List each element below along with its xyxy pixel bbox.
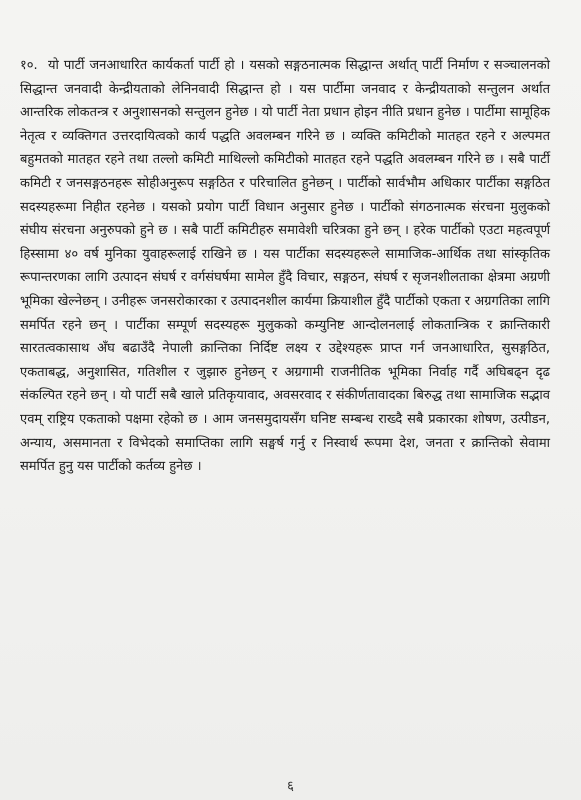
page-number: ६ <box>287 779 294 794</box>
paragraph-number: १०. <box>20 58 38 73</box>
paragraph-text: यो पार्टी जनआधारित कार्यकर्ता पार्टी हो । यसको सङ्गठनात्मक सिद्धान्त अर्थात् पार्टी निर्माण र सञ्चालनको सिद्धान्त जनवादी केन्द्रीयताको लेनिनवादी सिद्धान्त हो । यस पार्टीमा जनवाद र केन्द्रीयताको सन्तुलन अर्थात आन्तरिक लोकतन्त्र र अनुशासनको सन्तुलन हुनेछ । यो पार्टी नेता प्रधान होइन नीति प्रधान हुनेछ । पार्टीमा सामूहिक नेतृत्व र व्यक्तिगत उत्तरदायित्वको कार्य पद्धति अवलम्बन गरिने छ । व्यक्ति कमिटीको मातहत रहने र अल्पमत बहुमतको मातहत रहने तथा तल्लो कमिटी माथिल्लो कमिटीको मातहत रहने पद्धति अवलम्बन गरिने छ । सबै पार्टी कमिटी र जनसङ्गठनहरू सोहीअनुरूप सङ्गठित र परिचालित हुनेछन् । पार्टीको सार्वभौम अधिकार पार्टीका सङ्गठित सदस्यहरूमा निहीत रहनेछ । यसको प्रयोग पार्टी विधान अनुसार हुनेछ । पार्टीको संगठनात्मक संरचना मुलुकको संघीय संरचना अनुरुपको हुने छ । सबै पार्टी कमिटीहरु समावेशी चरित्रका हुने छन् । हरेक पार्टीको एउटा महत्वपूर्ण हिस्सामा ४० वर्ष मुनिका युवाहरूलाई राखिने छ । यस पार्टीका सदस्यहरूले सामाजिक-आर्थिक तथा सांस्कृतिक रूपान्तरणका लागि उत्पादन संघर्ष र वर्गसंघर्षमा सामेल हुँदै विचार, सङ्गठन, संघर्ष र सृजनशीलताका क्षेत्रमा अग्रणी भूमिका खेल्नेछन् । उनीहरू जनसरोकारका र उत्पादनशील कार्यमा क्रियाशील हुँदै पार्टीको एकता र अग्रगतिका लागि समर्पित रहने छन् । पार्टीका सम्पूर्ण सदस्यहरू मुलुकको कम्युनिष्ट आन्दोलनलाई लोकतान्त्रिक र क्रान्तिकारी सारतत्वकासाथ अँघ बढाउँदै नेपाली क्रान्तिका निर्दिष्ट लक्ष्य र उद्देश्यहरू प्राप्त गर्न जनआधारित, सुसङ्गठित, एकताबद्ध, अनुशासित, गतिशील र जुझारु हुनेछन् र अग्रगामी राजनीतिक भूमिका निर्वाह गर्दै अघिबढ्न दृढ संकल्पित रहने छन् । यो पार्टी सबै खाले प्रतिकृयावाद, अवसरवाद र संकीर्णतावादका बिरुद्ध तथा सामाजिक सद्भाव एवम् राष्ट्रिय एकताको पक्षमा रहेको छ । आम जनसमुदायसँग घनिष्ट सम्बन्ध राख्दै सबै प्रकारका शोषण, उत्पीडन, अन्याय, असमानता र विभेदको समाप्तिका लागि सङ्घर्ष गर्नु र निस्वार्थ रूपमा देश, जनता र क्रान्तिको सेवामा समर्पित हुनु यस पार्टीको कर्तव्य हुनेछ । <box>20 58 550 475</box>
paragraph-10 <box>20 54 550 479</box>
